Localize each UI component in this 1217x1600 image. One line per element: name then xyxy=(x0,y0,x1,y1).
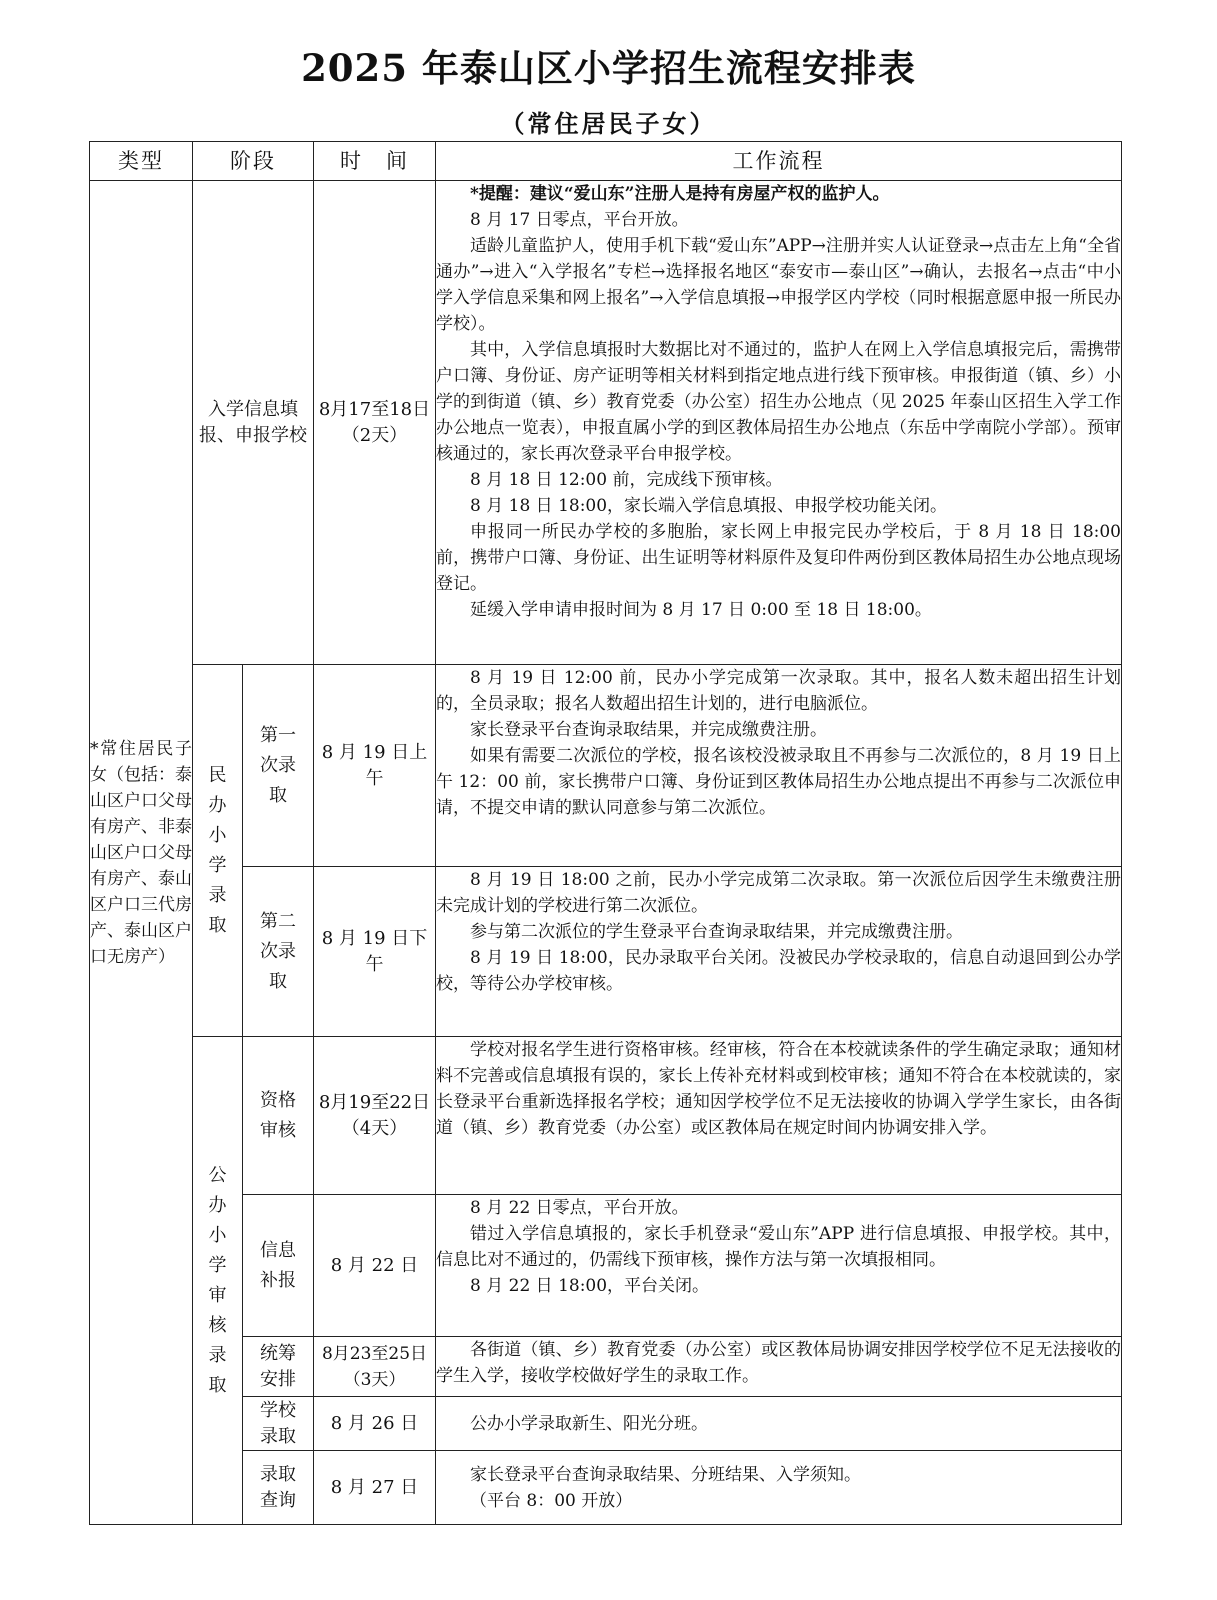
page-title: 2025 年泰山区小学招生流程安排表 xyxy=(301,46,916,90)
stage-cell: 入学信息填报、申报学校 xyxy=(193,181,314,665)
flow-cell xyxy=(436,1195,1122,1337)
stage-cell: 资格审核 xyxy=(243,1037,314,1195)
flow-para: 8 月 18 日 18:00，家长端入学信息填报、申报学校功能关闭。 xyxy=(470,496,948,516)
table-row xyxy=(90,665,1122,867)
header-row xyxy=(90,142,1122,181)
header-time: 时 间 xyxy=(314,142,436,181)
flow-cell xyxy=(436,1337,1122,1397)
flow-cell xyxy=(436,867,1122,1037)
stage-cell: 统筹安排 xyxy=(243,1337,314,1397)
time-cell: 8 月 26 日 xyxy=(314,1397,436,1451)
table-row xyxy=(90,1397,1122,1451)
table-row xyxy=(90,181,1122,665)
flow-para: 参与第二次派位的学生登录平台查询录取结果，并完成缴费注册。 xyxy=(470,922,963,942)
flow-para: 8 月 22 日零点，平台开放。 xyxy=(470,1198,689,1218)
flow-cell xyxy=(436,1037,1122,1195)
flow-para: （平台 8：00 开放） xyxy=(470,1490,633,1511)
flow-para: 延缓入学申请申报时间为 8 月 17 日 0:00 至 18 日 18:00。 xyxy=(470,600,932,620)
schedule-table xyxy=(89,141,1122,1525)
flow-para: 家长登录平台查询录取结果，并完成缴费注册。 xyxy=(470,720,827,740)
flow-para: 各街道（镇、乡）教育党委（办公室）或区教体局协调安排因学校学位不足无法接收的学生入学，接收学校做好学生的录取工作。 xyxy=(436,1340,1121,1386)
flow-para: 家长登录平台查询录取结果、分班结果、入学须知。 xyxy=(470,1464,861,1485)
flow-para: 如果有需要二次派位的学校，报名该校没被录取且不再参与二次派位的，8 月 19 日上午 12：00 前，家长携带户口簿、身份证到区教体局招生办公地点提出不再参与二次派位申请，不提交申请的默认同意参与第二次派位。 xyxy=(436,746,1121,818)
flow-para: 其中，入学信息填报时大数据比对不通过的，监护人在网上入学信息填报完后，需携带户口簿、身份证、房产证明等相关材料到指定地点进行线下预审核。申报街道（镇、乡）小学的到街道（镇、乡）教育党委（办公室）招生办公地点（见 2025 年泰山区招生入学工作办公地点一览表），申报直属小学的到区教体局招生办公地点（东岳中学南院小学部）。预审核通过的，家长再次登录平台申报学校。 xyxy=(436,340,1121,464)
flow-para: 学校对报名学生进行资格审核。经审核，符合在本校就读条件的学生确定录取；通知材料不完善或信息填报有误的，家长上传补充材料或到校审核；通知不符合在本校就读的，家长登录平台重新选择报名学校；通知因学校学位不足无法接收的协调入学学生家长，由各街道（镇、乡）教育党委（办公室）或区教体局在规定时间内协调安排入学。 xyxy=(436,1040,1121,1138)
group-cell-public: 公办小学审核录取 xyxy=(193,1037,243,1525)
time-cell: 8 月 19 日下午 xyxy=(314,867,436,1037)
time-cell: 8 月 19 日上午 xyxy=(314,665,436,867)
flow-para: 8 月 19 日 18:00，民办录取平台关闭。没被民办学校录取的，信息自动退回到公办学校，等待公办学校审核。 xyxy=(436,948,1121,994)
flow-para: 8 月 22 日 18:00，平台关闭。 xyxy=(470,1276,710,1296)
table-row xyxy=(90,1195,1122,1337)
flow-para: 公办小学录取新生、阳光分班。 xyxy=(470,1413,708,1434)
flow-para: 错过入学信息填报的，家长手机登录“爱山东”APP 进行信息填报、申报学校。其中，信息比对不通过的，仍需线下预审核，操作方法与第一次填报相同。 xyxy=(436,1224,1121,1270)
flow-cell xyxy=(436,1397,1122,1451)
table-row xyxy=(90,867,1122,1037)
stage-cell: 第二次录取 xyxy=(243,867,314,1037)
time-cell: 8 月 22 日 xyxy=(314,1195,436,1337)
stage-cell: 第一次录取 xyxy=(243,665,314,867)
group-cell-private: 民办小学录取 xyxy=(193,665,243,1037)
flow-para: 8 月 19 日 12:00 前，民办小学完成第一次录取。其中，报名人数未超出招生计划的，全员录取；报名人数超出招生计划的，进行电脑派位。 xyxy=(436,668,1121,714)
flow-para: 8 月 19 日 18:00 之前，民办小学完成第二次录取。第一次派位后因学生未缴费注册未完成计划的学校进行第二次派位。 xyxy=(436,870,1121,916)
header-flow: 工作流程 xyxy=(436,142,1122,181)
table-row xyxy=(90,1451,1122,1525)
flow-para: 8 月 18 日 12:00 前，完成线下预审核。 xyxy=(470,470,783,490)
stage-cell: 录取查询 xyxy=(243,1451,314,1525)
table-row xyxy=(90,1337,1122,1397)
stage-cell: 信息补报 xyxy=(243,1195,314,1337)
time-cell: 8月23至25日（3天） xyxy=(314,1337,436,1397)
flow-para: *提醒：建议“爱山东”注册人是持有房屋产权的监护人。 xyxy=(470,184,890,204)
type-cell: *常住居民子女（包括：泰山区户口父母有房产、非泰山区户口父母有房产、泰山区户口三代房产、泰山区户口无房产） xyxy=(90,181,193,1525)
header-stage: 阶段 xyxy=(193,142,314,181)
flow-para: 适龄儿童监护人，使用手机下载“爱山东”APP→注册并实人认证登录→点击左上角“全省通办”→进入“入学报名”专栏→选择报名地区“泰安市—泰山区”→确认，去报名→点击“中小学入学信息采集和网上报名”→入学信息填报→申报学区内学校（同时根据意愿申报一所民办学校）。 xyxy=(436,236,1121,334)
page-subtitle: （常住居民子女） xyxy=(500,109,717,138)
flow-cell xyxy=(436,1451,1122,1525)
header-type: 类型 xyxy=(90,142,193,181)
flow-para: 8 月 17 日零点，平台开放。 xyxy=(470,210,689,230)
flow-cell xyxy=(436,181,1122,665)
stage-cell: 学校录取 xyxy=(243,1397,314,1451)
flow-para: 申报同一所民办学校的多胞胎，家长网上申报完民办学校后，于 8 月 18 日 18:00 前，携带户口簿、身份证、出生证明等材料原件及复印件两份到区教体局招生办公地点现场登记。 xyxy=(436,522,1121,594)
time-cell: 8月19至22日（4天） xyxy=(314,1037,436,1195)
table-row xyxy=(90,1037,1122,1195)
flow-cell xyxy=(436,665,1122,867)
time-cell: 8月17至18日（2天） xyxy=(314,181,436,665)
time-cell: 8 月 27 日 xyxy=(314,1451,436,1525)
